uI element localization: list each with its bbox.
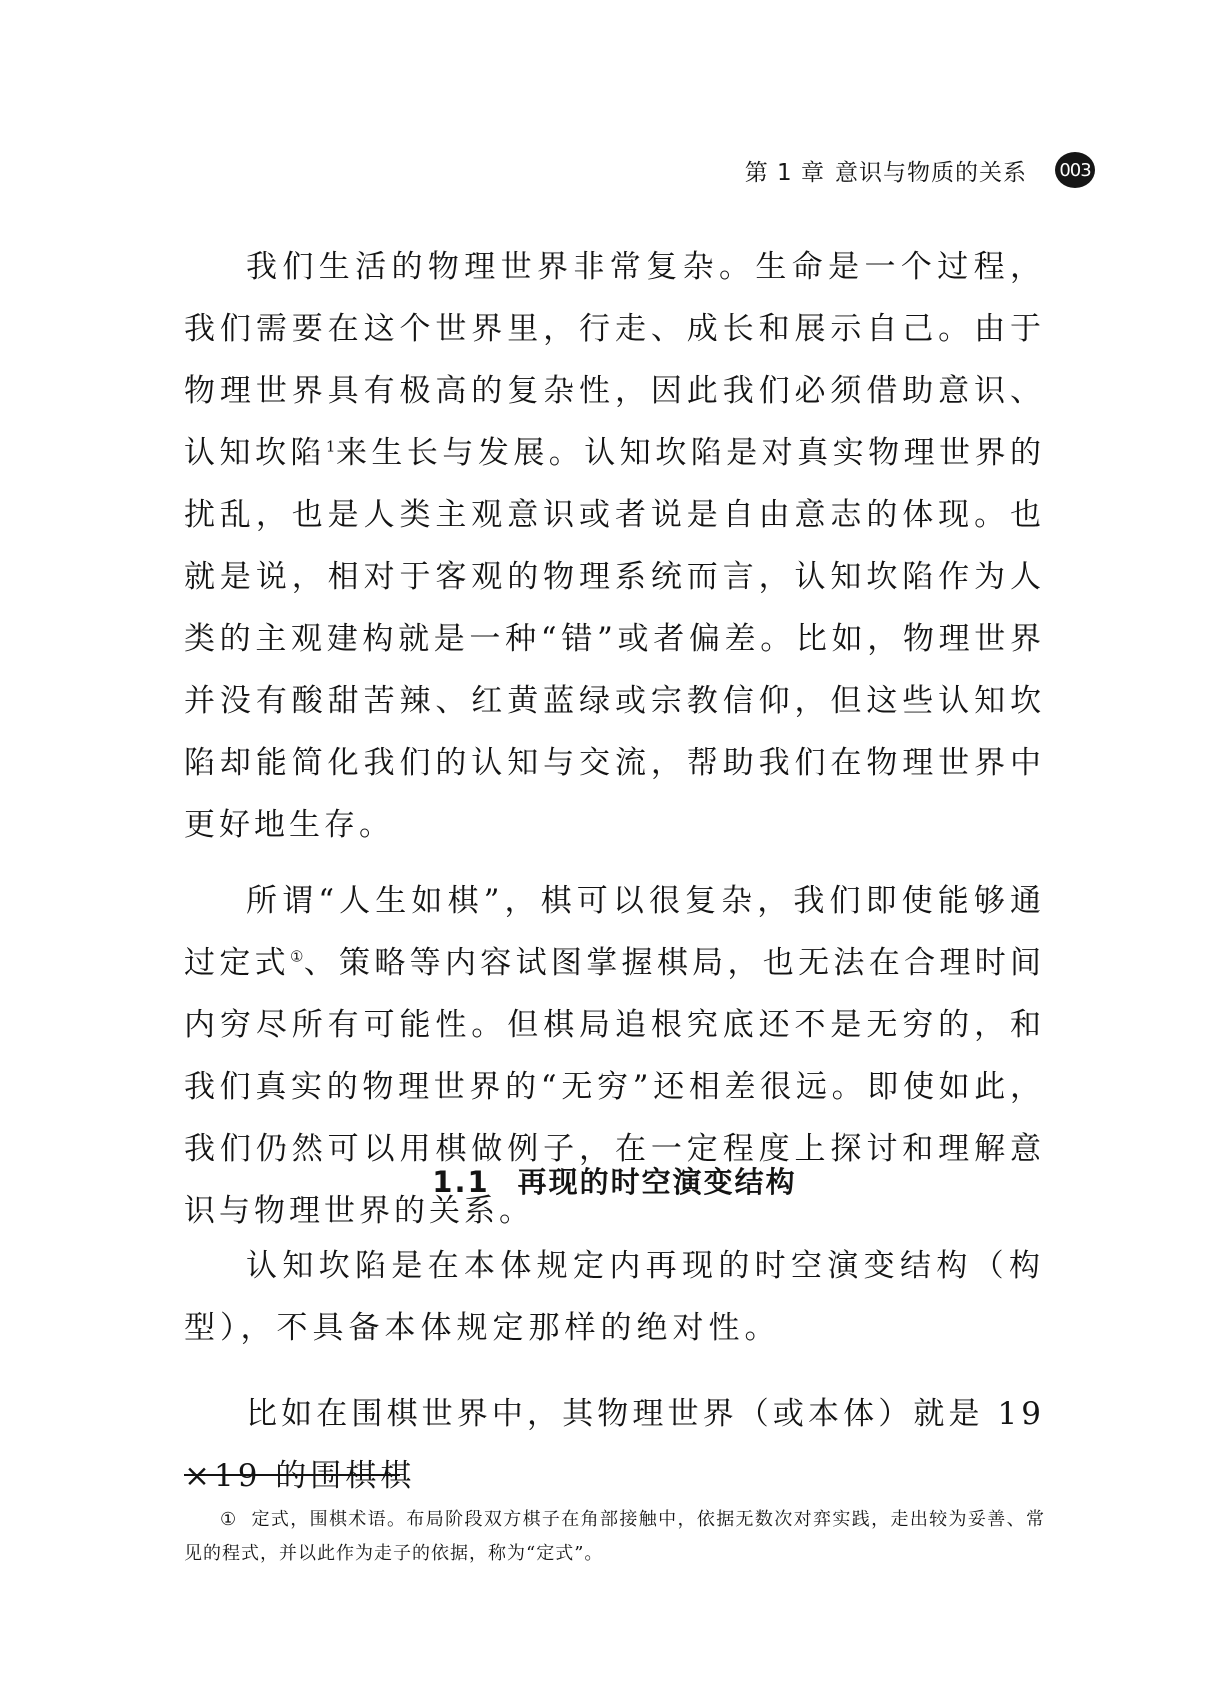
footnote-divider: [184, 1474, 400, 1476]
section-title: 再现的时空演变结构: [517, 1165, 797, 1199]
body-text: [184, 236, 1045, 1242]
definition-paragraph: 认知坎陷是在本体规定内再现的时空演变结构（构型），不具备本体规定那样的绝对性。: [184, 1248, 1045, 1346]
paragraph-1: [184, 236, 1045, 856]
paragraph-1-text-b: 来生长与发展。认知坎陷是对真实物理世界的扰乱，也是人类主观意识或者说是自由意志的体现。也就是说，相对于客观的物理系统而言，认知坎陷作为人类的主观建构就是一种“错”或者偏差。比如，物理世界并没有酸甜苦辣、红黄蓝绿或宗教信仰，但这些认知坎陷却能简化我们的认知与交流，帮助我们在物理世界中更好地生存。: [184, 435, 1046, 843]
footnote-ref-1: 1: [325, 437, 336, 456]
footnote-marker: ①: [220, 1509, 238, 1530]
definition-block: [184, 1235, 1045, 1359]
chapter-title: 意识与物质的关系: [835, 159, 1027, 186]
continuation-paragraph: 比如在围棋世界中，其物理世界（或本体）就是 19×19 的围棋棋: [184, 1396, 1045, 1494]
chapter-label: 第 1 章: [744, 159, 825, 186]
footnote: [184, 1503, 1045, 1571]
paragraph-1-text-a: 我们生活的物理世界非常复杂。生命是一个过程，我们需要在这个世界里，行走、成长和展示自己。由于物理世界具有极高的复杂性，因此我们必须借助意识、认知坎陷: [184, 249, 1045, 471]
section-number: 1.1: [432, 1165, 490, 1199]
page-number-badge: 003: [1055, 152, 1095, 188]
footnote-text: 定式，围棋术语。布局阶段双方棋子在角部接触中，依据无数次对弈实践，走出较为妥善、常见的程式，并以此作为走子的依据，称为“定式”。: [184, 1509, 1045, 1564]
continuation-block: [184, 1383, 1045, 1507]
running-header: [745, 150, 1095, 190]
section-heading: [184, 1160, 1045, 1201]
footnote-ref-circled-1: ①: [289, 947, 304, 966]
paragraph-2-text-b: 、策略等内容试图掌握棋局，也无法在合理时间内穷尽所有可能性。但棋局追根究底还不是无穷的，和我们真实的物理世界的“无穷”还相差很远。即使如此，我们仍然可以用棋做例子，在一定程度上探讨和理解意识与物理世界的关系。: [184, 945, 1046, 1229]
paragraph-2-text-a: 所谓“人生如棋”，棋可以很复杂，我们即使能够通过定式: [184, 883, 1045, 981]
